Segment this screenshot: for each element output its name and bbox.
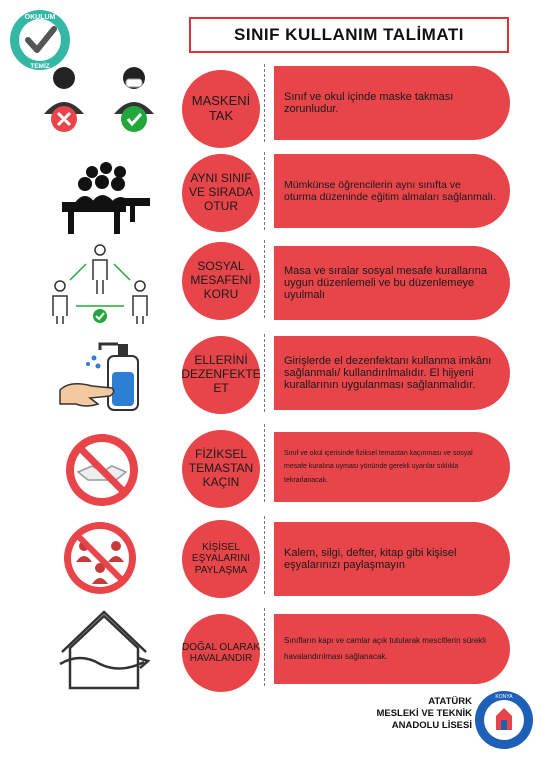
classroom-desks-icon bbox=[40, 158, 160, 242]
divider bbox=[264, 334, 265, 412]
no-sharing-icon bbox=[40, 518, 160, 602]
rule-description: Mümkünse öğrencilerin aynı sınıfta ve oturma düzeninde eğitim almaları sağlanmalı. bbox=[274, 154, 510, 228]
rule-label: DOĞAL OLARAK HAVALANDIR bbox=[182, 614, 260, 692]
divider bbox=[264, 516, 265, 594]
rule-label: ELLERİNİ DEZENFEKTE ET bbox=[182, 336, 260, 414]
rule-description: Girişlerde el dezenfektanı kullanma imkânı sağlanmalı/ kullandırılmalıdır. El hijyeni kurallarının uygulanması sağlanmalıdır. bbox=[274, 336, 510, 410]
divider bbox=[264, 240, 265, 318]
rule-description: Sınıf ve okul içerisinde fiziksel temastan kaçınması ve sosyal mesafe kuralına uyması yönünde gerekli uyarılar sıklıkla tekrarlanacak. bbox=[274, 432, 510, 502]
rule-label: FİZİKSEL TEMASTAN KAÇIN bbox=[182, 430, 260, 508]
page-title: SINIF KULLANIM TALİMATI bbox=[189, 17, 509, 53]
school-name-line3: ANADOLU LİSESİ bbox=[391, 719, 472, 731]
rule-description: Kalem, silgi, defter, kitap gibi kişisel eşyalarınızı paylaşmayın bbox=[274, 522, 510, 596]
rule-label: KİŞİSEL EŞYALARINI PAYLAŞMA bbox=[182, 520, 260, 598]
social-distance-icon bbox=[40, 240, 160, 324]
hand-sanitizer-icon bbox=[40, 334, 160, 418]
school-name-line1: ATATÜRK bbox=[428, 696, 472, 707]
rule-label: SOSYAL MESAFENİ KORU bbox=[182, 242, 260, 320]
rule-description: Sınıfların kapı ve camlar açık tutularak mescitlerin sürekli havalandırılması sağlanacak. bbox=[274, 614, 510, 684]
okulum-temiz-badge bbox=[8, 8, 72, 72]
school-name bbox=[372, 696, 472, 732]
divider bbox=[264, 608, 265, 686]
rule-description: Sınıf ve okul içinde maske takması zorunludur. bbox=[274, 66, 510, 140]
school-name-line2: MESLEKİ VE TEKNİK bbox=[376, 707, 472, 719]
school-logo bbox=[474, 690, 534, 750]
rule-label: AYNI SINIF VE SIRADA OTUR bbox=[182, 154, 260, 232]
badge-bottom-text: TEMİZ bbox=[30, 63, 50, 70]
divider bbox=[264, 424, 265, 502]
badge-top-text: OKULUM bbox=[24, 14, 56, 21]
no-handshake-icon bbox=[40, 428, 160, 512]
rule-description: Masa ve sıralar sosyal mesafe kurallarına uygun düzenlemeli ve bu düzenlemeye uyulmalı bbox=[274, 246, 510, 320]
divider bbox=[264, 64, 265, 142]
ventilated-house-icon bbox=[40, 608, 160, 692]
mask-faces-icon bbox=[40, 64, 160, 148]
rule-label: MASKENİ TAK bbox=[182, 70, 260, 148]
logo-top-text: KONYA bbox=[495, 694, 513, 700]
divider bbox=[264, 152, 265, 230]
